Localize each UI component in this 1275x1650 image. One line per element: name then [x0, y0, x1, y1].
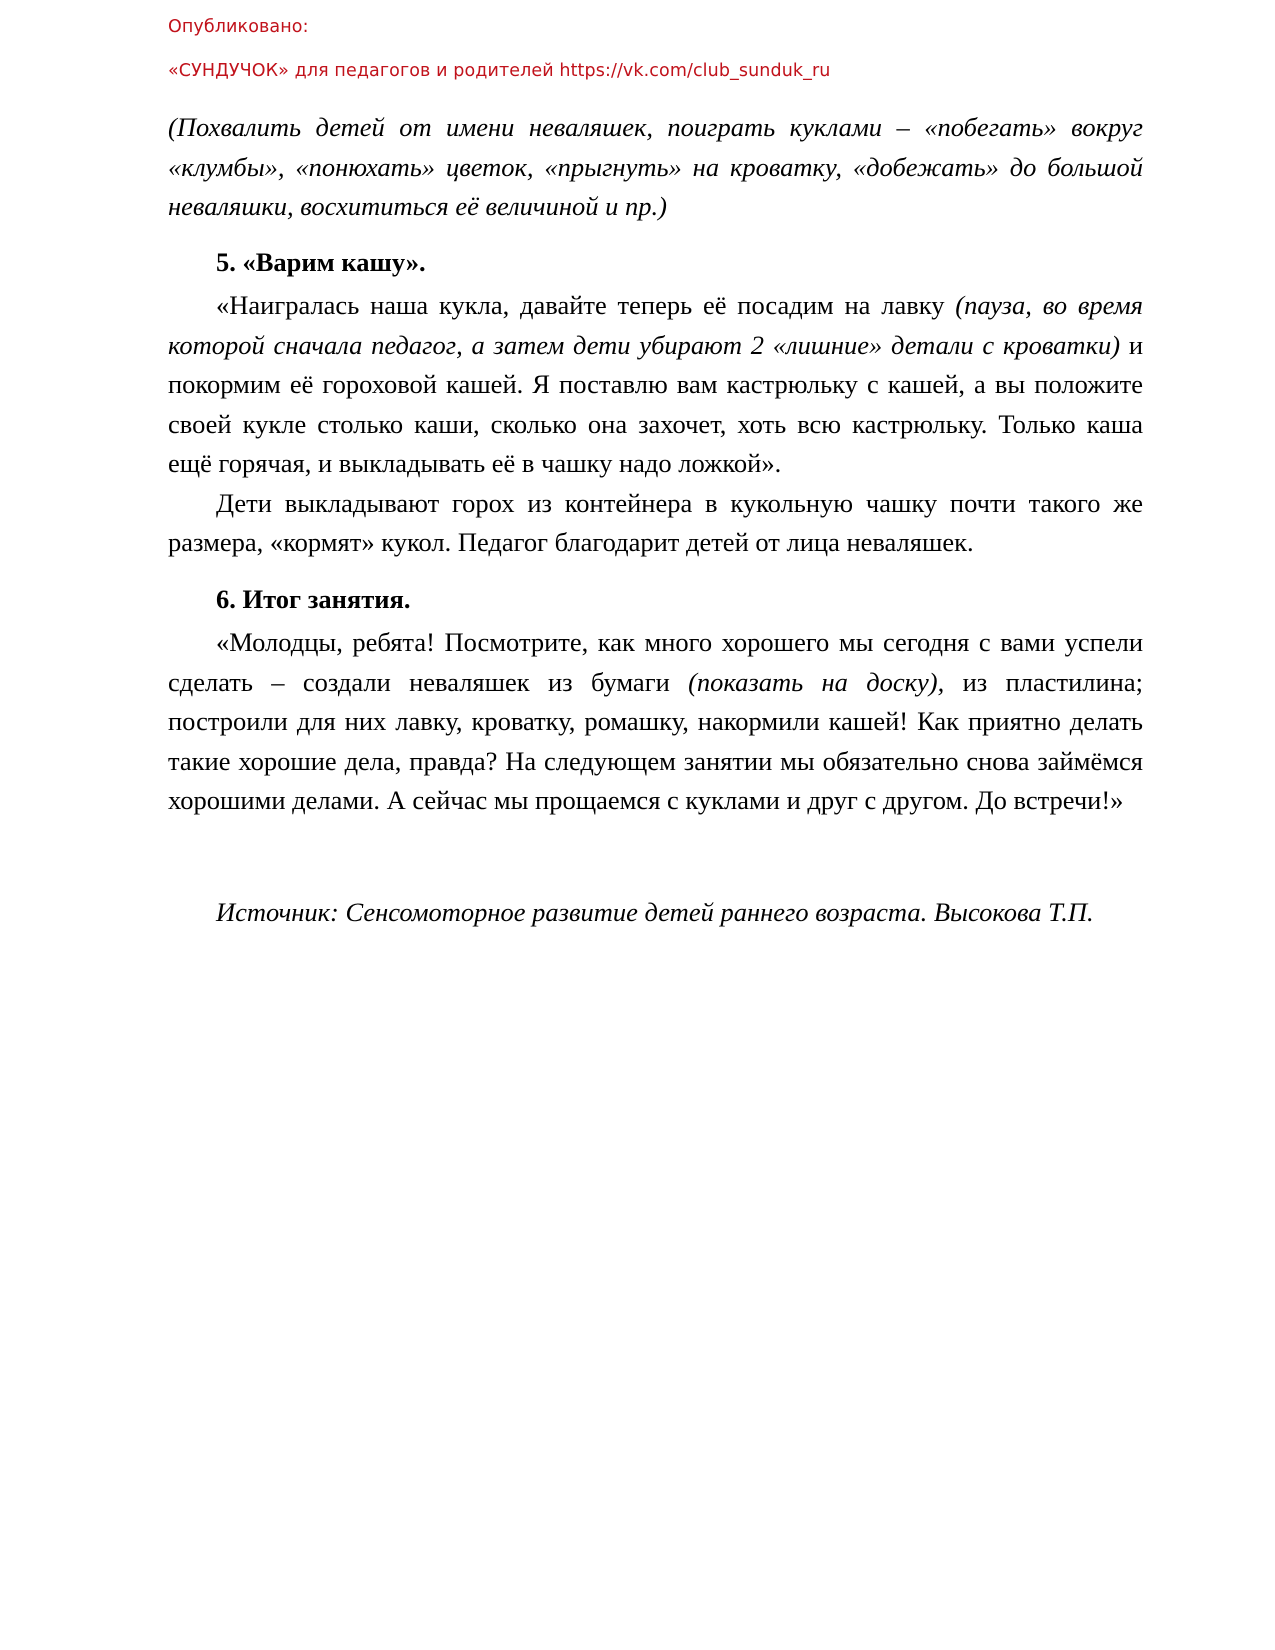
section-5-speech-part1: «Наигралась наша кукла, давайте теперь её посадим на лавку	[216, 290, 956, 320]
source-attribution: Источник: Сенсомоторное развитие детей раннего возраста. Высокова Т.П.	[216, 896, 1094, 927]
section-6-speech-part1: «Молодцы, ребята! Посмотрите, как много хорошего мы сегодня с вами успели сделать – создали неваляшек из бумаги	[168, 627, 1143, 697]
section-5-speech	[168, 286, 1143, 484]
section-5-narration: Дети выкладывают горох из контейнера в кукольную чашку почти такого же размера, «кормят» кукол. Педагог благодарит детей от лица неваляшек.	[168, 487, 1143, 557]
watermark-published-label: Опубликовано:	[168, 17, 309, 37]
spacer	[168, 563, 1143, 571]
section-6-heading: 6. Итог занятия.	[216, 583, 411, 614]
watermark-credit-line: «СУНДУЧОК» для педагогов и родителей https://vk.com/club_sunduk_ru	[168, 61, 831, 81]
section-6-speech-part2: из пластилина; построили для них лавку, кроватку, ромашку, накормили кашей! Как приятно делать такие хорошие дела, правда? На следующем занятии мы обязательно снова займёмся хорошими делами. А сейчас мы прощаемся с куклами и друг с другом. До встречи!»	[168, 666, 1143, 815]
publication-watermark	[168, 14, 1068, 84]
spacer	[168, 227, 1143, 234]
section-5-speech-part2: и покормим её гороховой кашей. Я поставлю вам кастрюльку с кашей, а вы положите своей кукле столько каши, сколько она захочет, хоть всю кастрюльку. Только каша ещё горячая, и выкладывать её в чашку надо ложкой».	[168, 329, 1143, 478]
intro-stage-note: (Похвалить детей от имени неваляшек, поиграть куклами – «побегать» вокруг «клумбы», «понюхать» цветок, «прыгнуть» на кроватку, «добежать» до большой неваляшки, восхититься её величиной и пр.)	[168, 112, 1143, 221]
section-6-stage-direction: (показать на доску),	[688, 666, 945, 697]
section-5-heading: 5. «Варим кашу».	[216, 246, 426, 277]
document-content	[168, 108, 1143, 959]
section-5-stage-direction: (пауза, во время которой сначала педагог, а затем дети убирают 2 «лишние» детали с кроватки)	[168, 290, 1144, 360]
section-6-speech	[168, 623, 1143, 821]
